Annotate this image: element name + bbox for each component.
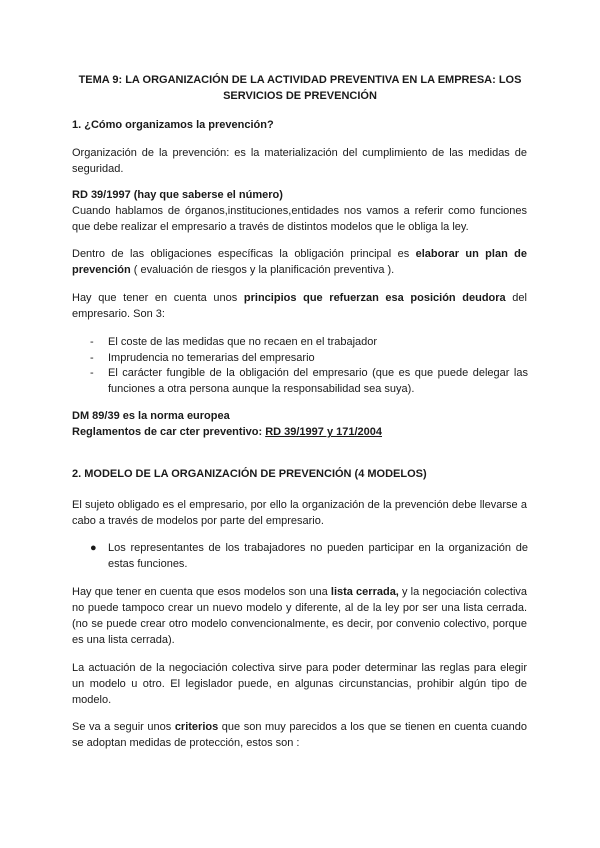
principles-text-end: del empresario. Son 3: — [72, 292, 527, 320]
rd-paragraph: Cuando hablamos de órganos,instituciones,entidades nos vamos a referir como funciones que debe realizar el empresario a través de distintos modelos que le obliga la ley. — [72, 205, 527, 233]
principles-paragraph — [72, 290, 527, 322]
obligations-text-start: Dentro de las obligaciones específicas la obligación principal es — [72, 248, 416, 260]
collective-negotiation-paragraph: La actuación de la negociación colectiva sirve para poder determinar las reglas para elegir un modelo u otro. El legislador puede, en algunas circunstancias, prohibir algún tipo de modelo. — [72, 662, 527, 706]
regulations-line — [72, 424, 527, 440]
obligations-text-end: ( evaluación de riesgos y la planificación preventiva ). — [130, 264, 395, 276]
section-2-heading: 2. MODELO DE LA ORGANIZACIÓN DE PREVENCIÓN (4 MODELOS) — [72, 468, 427, 480]
closed-list-paragraph — [72, 584, 527, 648]
principles-text-start: Hay que tener en cuenta unos — [72, 292, 244, 304]
criteria-text-end: que son muy parecidos a los que se tienen en cuenta cuando se adoptan medidas de protección, estos son : — [72, 721, 527, 749]
closed-list-text-start: Hay que tener en cuenta que esos modelos son una — [72, 586, 331, 598]
list-marker: - — [90, 336, 94, 348]
bullet-item: Los representantes de los trabajadores no pueden participar en la organización de estas funciones. — [108, 542, 528, 570]
definition-paragraph: Organización de la prevención: es la materialización del cumplimiento de las medidas de seguridad. — [72, 147, 527, 175]
obligations-bold: elaborar un plan de prevención — [72, 248, 528, 276]
list-marker: - — [90, 367, 94, 379]
rd-heading: RD 39/1997 (hay que saberse el número) — [72, 189, 283, 201]
section-1-heading: 1. ¿Cómo organizamos la prevención? — [72, 119, 274, 131]
bullet-icon: ● — [90, 542, 97, 554]
title-line-1: TEMA 9: LA ORGANIZACIÓN DE LA ACTIVIDAD PREVENTIVA EN LA EMPRESA: LOS — [78, 74, 522, 86]
obligated-subject-paragraph: El sujeto obligado es el empresario, por ello la organización de la prevención debe llevarse a cabo a través de modelos por parte del empresario. — [72, 499, 527, 527]
closed-list-text-end: y la negociación colectiva no puede tampoco crear un nuevo modelo y diferente, al de la ley por ser una lista cerrada. (no se puede crear otro modelo convencionalmente, es decir, por convenio colectivo, porque es una lista cerrada). — [72, 586, 528, 646]
obligations-paragraph — [72, 246, 527, 278]
list-item: El carácter fungible de la obligación del empresario (que es que puede delegar las funciones a otra persona aunque la responsabilidad sea suya). — [108, 367, 528, 395]
regulations-reference: RD 39/1997 y 171/2004 — [265, 426, 383, 438]
dm-line: DM 89/39 es la norma europea — [72, 410, 230, 422]
list-marker: - — [90, 352, 94, 364]
closed-list-bold: lista cerrada, — [330, 586, 399, 598]
regulations-label: Reglamentos de car cter preventivo: — [72, 426, 266, 438]
criteria-paragraph — [72, 719, 527, 751]
criteria-bold: criterios — [174, 721, 219, 733]
criteria-text-start: Se va a seguir unos — [72, 721, 175, 733]
list-item: Imprudencia no temerarias del empresario — [108, 352, 315, 364]
document-title — [72, 72, 528, 104]
list-item: El coste de las medidas que no recaen en el trabajador — [108, 336, 378, 348]
title-line-2: SERVICIOS DE PREVENCIÓN — [223, 90, 377, 102]
principles-bold: principios que refuerzan esa posición deudora — [243, 292, 506, 304]
